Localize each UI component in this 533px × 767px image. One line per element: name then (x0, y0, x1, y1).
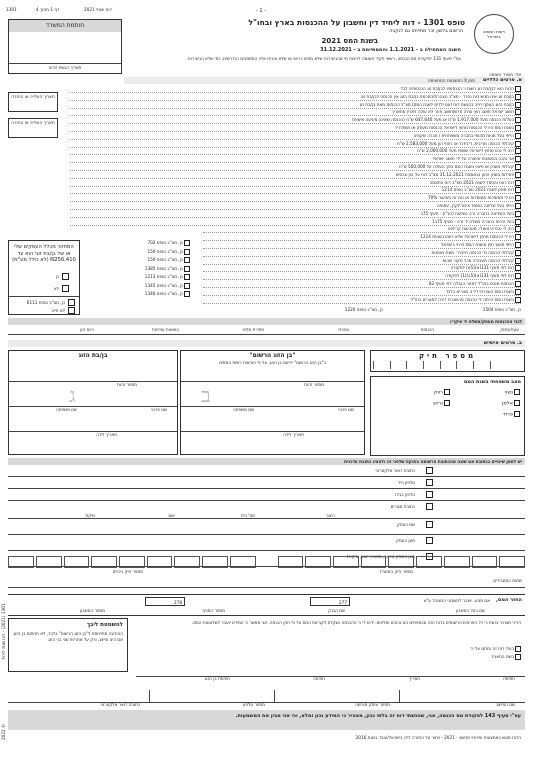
marital-status-box (370, 376, 525, 456)
section-a-checkbox[interactable] (515, 258, 521, 264)
reg-first-name-label: שם פרטי (338, 407, 354, 412)
agent-field-label: מספר טלפון (243, 702, 265, 707)
section-a-checkbox[interactable] (515, 297, 521, 303)
attention-title: להשמטת ליבך (86, 622, 123, 628)
section-a-line-text: הייתי תושב חוץ ובשנת המס הייתי בישראל (440, 242, 514, 247)
business-column-label: רווח הון (80, 327, 94, 332)
marital-checkbox[interactable] (444, 400, 450, 406)
legal-note: עפ"י סעיף 131 לפקודת מס הכנסה, רשאי פקיד השומה לראות מי שהגיש דוח שלא מולא כראוי או שלא צורפו אליו המסמכים הנדרשים, כמי שלא הגיש דוח. (186, 56, 461, 61)
section-a-checkbox[interactable] (515, 242, 521, 248)
section-a-line (70, 195, 521, 202)
address-row-label: מען העסק (396, 538, 415, 543)
address-row[interactable] (8, 478, 525, 489)
stamp-label: חותמת המשרד (9, 20, 121, 32)
section-a-line (70, 141, 521, 148)
section-a-line-text: היו לי הכנסות מחוץ לישראל שלא דווחו בטופס 1214 (420, 234, 514, 240)
turnover-question: המחזור מכלל העסקים שלי או של בן/בת זוגי הוא עד ₪256,410 (לא כולל מע"מ) (12, 244, 76, 263)
section-a-line-text: בעל/ת הכנסה מעל 1,917,000 ש"ח או מעל 647,640 ש"ח (הכנסה שאינה מיגיעה אישית) (352, 117, 514, 123)
section-a-line (203, 242, 521, 249)
marital-option-label: אלמן (502, 400, 513, 407)
signature-label: חתימה (502, 676, 515, 681)
tax-period: השנה המתחילה ב - 1.1.2021 והמסתיימת ב - 31.12.2021 (320, 47, 461, 53)
section-a-line-text: קיבלתי הכנסה מעבודה מכל מקור שהוא (442, 257, 514, 263)
section-a-line (70, 117, 521, 124)
section-a-line-text: בן/בת הזוג הנוסף חייב בהגשת דוח (עם ילדים לשנת המס) מצ"ב הכנסות מאת בן/בת זוג (359, 101, 514, 107)
reg-birth-date-label: תאריך לידה (283, 432, 304, 437)
section-a-checkbox[interactable] (515, 117, 521, 123)
authority-logo (474, 14, 514, 54)
signature-label: חתימה (312, 676, 325, 681)
spouse-id-label: מספר זהות (117, 382, 137, 387)
section-a-line-text: בן/בת זוג אינו מגיש דוח נפרד - מצ"ב הצהרת/הסכמת בן/בת הזוג אין הכנסה לבן/בת זוג (360, 93, 514, 99)
address-row[interactable] (8, 466, 525, 477)
section-a-checkbox[interactable] (515, 289, 521, 295)
section-a-line (70, 102, 521, 109)
section-a-checkbox[interactable] (515, 195, 521, 201)
note-1220: כן, מצ"ב טופס 1220 (344, 307, 383, 312)
file-number-cell[interactable] (506, 361, 522, 369)
account-label: מספר החשבון (79, 608, 105, 613)
business-column-label: הוצאות עודפות (152, 327, 179, 332)
attached-form-label: כן, מצ"ב טופס 150 (147, 257, 183, 262)
reg-last-name-label: שם משפחה (233, 407, 254, 412)
declaration-cb1[interactable] (515, 646, 521, 652)
section-a-checkbox[interactable] (515, 109, 521, 115)
section-a-line (203, 226, 521, 233)
section-a-checkbox[interactable] (515, 273, 521, 279)
signature-label: תאריך (408, 676, 420, 681)
marital-option (434, 389, 450, 396)
agent-field-label: כתובת דואר אלקטרוני (100, 702, 140, 707)
marital-option-label: נשוי (504, 389, 513, 396)
section-a-line (203, 250, 521, 257)
file-number-cell[interactable] (456, 361, 473, 369)
attention-box (8, 618, 128, 672)
address-row[interactable] (8, 490, 525, 501)
attached-form-label: כן, מצ"ב טופס 1385 (144, 265, 183, 271)
marital-option-label: פרוד (502, 411, 513, 418)
page-number: - 1 - (256, 8, 266, 14)
section-a-line (203, 234, 521, 241)
business-column-label: ספירת מלאי (242, 327, 264, 332)
page-of: דף 1 מתוך 4 (36, 7, 60, 12)
address-row-label: טלפון נייד (397, 480, 415, 485)
digit-cell[interactable] (416, 556, 442, 568)
section-b-header (8, 340, 525, 347)
form-code: 1301 (6, 7, 17, 12)
file-number-cells[interactable] (373, 361, 522, 369)
section-a-line-text: קיבלתי הכנסה מ״הכנסה חייבת״ מאת נאמנות (431, 249, 514, 255)
section-a-checkbox[interactable] (515, 226, 521, 232)
marital-checkbox[interactable] (514, 411, 520, 417)
copyright: © 2022 (1, 723, 6, 740)
form-title: טופס 1301 - דוח ליחיד דין וחשבון על ההכנסות בארץ ובחו"ל (248, 18, 465, 27)
withholding-file-cells[interactable] (8, 556, 525, 568)
section-a-checkbox[interactable] (515, 265, 521, 271)
section-a-checkbox[interactable] (515, 125, 521, 131)
section-a-line (203, 273, 521, 280)
account-owner-label: שם בעל החשבון (456, 608, 485, 613)
section-a-body (8, 84, 525, 320)
spouse-box (8, 350, 178, 455)
year-field: דוח שנתי 2021 (84, 7, 112, 12)
section-a-line-text: קיבלתי הכנסה מריבית, דיבידנד או רווחי הון מעל 2,583,000 ש"ח (397, 140, 514, 146)
turnover-no-label: לא (53, 286, 59, 291)
digit-cell[interactable] (36, 556, 62, 568)
file-number-cell[interactable] (390, 361, 407, 369)
not-required-label: לא חייב (51, 308, 65, 313)
address-row-label: מען העסק (רחוב, מספר, ישוב, מיקוד) (346, 554, 415, 559)
file-number-cell[interactable] (373, 361, 390, 369)
agent-divider (149, 690, 150, 702)
digit-cell[interactable] (202, 556, 228, 568)
attached-form-item (147, 240, 190, 246)
marital-option-label: גרוש (433, 400, 443, 407)
section-a-checkbox[interactable] (515, 187, 521, 193)
branch-label: מספר הסניף (202, 608, 225, 613)
section-a-line (70, 86, 521, 93)
section-a-line (203, 258, 521, 265)
digit-cell[interactable] (499, 556, 525, 568)
attached-form-checkbox[interactable] (184, 266, 190, 272)
section-a-line-text: היה לי נכס מחוץ לישראל ששוויו מעל 2,000,000 ש"ח (417, 148, 514, 154)
attention-text: ההודעה מתייחסת ל"בן הזוג הרשום" בלבד, לא תחתום בן הזוג אם הינו מייצג, ורק על אחריות שני בני הזוג (13, 631, 123, 642)
section-a-checkbox[interactable] (515, 234, 521, 240)
attached-form-checkbox[interactable] (184, 274, 190, 280)
bank-number-value: 277 (339, 599, 347, 605)
declaration-cb2-row (491, 654, 521, 660)
spouse-first-name-label: שם פרטי (151, 407, 167, 412)
marital-option (503, 411, 520, 418)
address-row-checkbox[interactable] (426, 503, 433, 510)
address-row-label: שם העסק (396, 522, 415, 527)
attached-form-label: כן, מצ"ב טופס 1345 (144, 282, 183, 288)
bank-name-label: שם הבנק (328, 608, 345, 613)
file-number-cell[interactable] (473, 361, 490, 369)
digit-cell[interactable] (91, 556, 117, 568)
section-a-line-text: בשנת המס היו לי הכנסות מחוץ לישראל הכנסות מעסק או משלח יד (394, 125, 514, 130)
digit-cell[interactable] (119, 556, 145, 568)
address-row-checkbox[interactable] (426, 467, 433, 474)
declaration-cb1-row (470, 646, 521, 652)
agent-field-label: מספר עוסק מורשה (355, 702, 390, 707)
employers-list-row[interactable] (8, 575, 525, 588)
address-row-checkbox[interactable] (426, 537, 433, 544)
section-a-line-text: הייתי בעל שליטה במוסד ציבורי/קרן, עמותה (436, 203, 514, 208)
digit-cell[interactable] (472, 556, 498, 568)
address-row[interactable] (8, 536, 525, 551)
gender-note: הרשום בלשון זכר מתייחס גם לנקבה (389, 29, 463, 34)
digit-cell[interactable] (8, 556, 34, 568)
section-a-line (70, 172, 521, 179)
digit-cell[interactable] (444, 556, 470, 568)
section-a-line-text: דוח לפי סעיף 131(א)(5א) לפקודה (450, 265, 514, 271)
attached-form-label: כן, מצ"ב טופס 1213 (144, 274, 183, 279)
section-a-checkbox[interactable] (515, 164, 521, 170)
file-number-cell[interactable] (440, 361, 457, 369)
agent-divider (274, 690, 275, 702)
attached-form-label: כן, מצ"ב טופס 1346 (144, 291, 183, 296)
digit-cell[interactable] (230, 556, 256, 568)
note-1504: כן, מצ"ב טופס 1504 (482, 307, 521, 312)
address-row-checkbox[interactable] (426, 479, 433, 486)
address-sub-label: רחוב (326, 513, 335, 518)
withholding-file-label: מספר תיק ניכויים (112, 569, 143, 574)
return-date-label: תאריך העלייה או החזרה (11, 120, 55, 125)
section-a-line-text: קיבלתי מענק או פיצוי בשנת המס בסך העולה על 500,000 ש"ח (399, 164, 514, 169)
file-number-cell[interactable] (490, 361, 507, 369)
marital-option (433, 400, 450, 407)
marital-option (505, 389, 520, 396)
registered-spouse-note: ב"בן הזוג הרשום" יירשם בן הזוג, על פי הוראות רשות המסים (219, 360, 326, 365)
section-a-subtitle: סמן X במשבצת המתאימה (427, 78, 475, 83)
attached-form-label: כן, מצ"ב טופס 702 (147, 240, 183, 245)
section-a-line (70, 125, 521, 132)
digit-cell[interactable] (64, 556, 90, 568)
section-a-line-text: אני נהנה בנאמנות שיוצרה על ידי תושב ישראל (432, 156, 514, 162)
section-a-checkbox[interactable] (515, 203, 521, 209)
registered-spouse-box (180, 350, 365, 455)
section-a-line-text: הייתי בעל מניות מהותי בחברה משפחתית / חברה שקופה (413, 132, 514, 138)
section-a-checkbox[interactable] (515, 219, 521, 225)
section-a-line-text: היו לי ממשיכות ממוסדות או חברות בשיעור 70% (428, 195, 514, 201)
business-columns (8, 325, 525, 335)
attached-form-checkbox[interactable] (184, 240, 190, 246)
section-a-line-text: תושב ישראל תושב חוץ עולה חדש/תושב חוזר לא עולה לארץ מתאריך (391, 109, 514, 115)
section-a-line-text: הכנסות מנכס בחו"ל לאחר הגבלה לפי סעיף 82 (428, 281, 514, 286)
attached-form-label: כן, מצ"ב טופס 150 (147, 248, 183, 254)
section-a-checkbox[interactable] (515, 133, 521, 139)
immigration-date-box[interactable] (8, 92, 58, 112)
turnover-box (8, 240, 80, 315)
business-column-label: אחרת (338, 327, 349, 332)
marital-option-label: רווק (433, 389, 443, 396)
section-a-line (70, 164, 521, 171)
marital-option (502, 400, 520, 407)
spouse-birth-date-label: תאריך לידה (96, 432, 117, 437)
form6111-checkbox[interactable] (68, 299, 75, 306)
digit-cell[interactable] (174, 556, 200, 568)
digit-cell[interactable] (333, 556, 359, 568)
refund-row (8, 594, 525, 616)
office-label: אל: משרד השומה (488, 72, 521, 77)
footer-small: הדוח מוגש באמצעות שירותי מחשב - 2021 - ויתור על החזרה לידו בישראל/עובד בשנת 2016 (355, 735, 521, 740)
refund-label: החזר המס, (496, 598, 522, 603)
section-a-line-text: פעילות בשוק ההון בנאמנות 31.12.2021 מצ"ב דוח על הון ונכסים (395, 171, 514, 177)
attached-form-item (145, 274, 190, 280)
registered-spouse-title: "בן הזוג הרשום" (249, 352, 296, 359)
attached-form-checkbox[interactable] (184, 257, 190, 263)
section-a-checkbox[interactable] (515, 86, 521, 92)
address-row-checkbox[interactable] (426, 491, 433, 498)
section-a-line (70, 156, 521, 163)
marital-checkbox[interactable] (514, 400, 520, 406)
office-stamp-box (8, 19, 122, 74)
reg-id-label: מספר זהות (304, 382, 324, 387)
agent-row (8, 690, 525, 707)
attached-form-checkbox[interactable] (184, 249, 190, 255)
section-a-checkbox[interactable] (515, 102, 521, 108)
footer-note-box (8, 710, 525, 730)
spouse-last-name-label: שם משפחה (56, 407, 77, 412)
employers-list-label: שמות המעבידים (493, 578, 522, 583)
attached-form-checkbox[interactable] (184, 291, 190, 297)
form6111-label: כן, מצ"ב טופס 6111 (26, 300, 65, 305)
business-income-row (8, 318, 525, 325)
file-number-cell[interactable] (406, 361, 423, 369)
signature-row (136, 664, 525, 681)
attached-form-item (147, 257, 190, 263)
section-a-header (124, 77, 525, 84)
declaration-cb1-label: בעלי דוח זה נחתם על ידי (469, 646, 514, 651)
address-sub-label: מס' בית (240, 513, 255, 518)
section-a-line-text: דוח מאזן לשנת 2021 מצ"ב טופס 1214 (441, 187, 514, 193)
section-a-line (70, 211, 521, 218)
attached-form-item (147, 249, 190, 255)
section-a-line-text: דוח לפי סעיף 131(א)(5ב)(1) לפקודה (445, 273, 514, 279)
branch-number-value: 278 (174, 599, 182, 605)
section-a-checkbox[interactable] (515, 148, 521, 154)
address-row[interactable] (8, 520, 525, 535)
turnover-no-checkbox[interactable] (62, 285, 69, 292)
section-a-line (70, 109, 521, 116)
not-required-checkbox[interactable] (68, 307, 75, 314)
address-sub-label: מיקוד (84, 513, 95, 518)
section-a-line-text: היה לי נכס וירטואלי, מטבעות קריפטו (448, 226, 514, 232)
tax-year-title: בשנת המס 2021 (321, 37, 378, 45)
declaration-text: הריני מצהיר בזאת כי כל הפרטים הרשומים בדוח הזה ובנספחים הם נכונים ומלאים. ידוע לי כי ההכנסה נשקלת לקביעת המס על פי חוק הכנסה. אני מאשר כי המידע יועבר לשלטונות המס. (191, 620, 521, 625)
receipt-date-label: תאריך הגשת הדוח (48, 65, 82, 70)
section-a-checkbox[interactable] (515, 172, 521, 178)
digit-cell[interactable] (388, 556, 414, 568)
section-b-title: ב. פרטים אישיים (483, 341, 522, 346)
changes-note: יש לסמן שינויים בכתובת אם שונה מהכתובת הרשומה בפנקס שלפני זה ולהציג כתובת עדכנית (344, 459, 522, 464)
section-a-line (70, 180, 521, 187)
agent-field-label: שם המייצג (496, 702, 515, 707)
section-a-line (203, 297, 521, 304)
declaration-cb2-label: בשם התאגיד (491, 654, 514, 659)
refund-text: אם מגיע, יועבר לחשבוני המנוהל ע"ש (423, 598, 490, 603)
return-date-box[interactable] (8, 118, 58, 138)
section-a-line (70, 219, 521, 226)
declaration-cb2[interactable] (515, 654, 521, 660)
file-number-label: מספר תיק (418, 352, 477, 360)
marital-checkbox[interactable] (444, 389, 450, 395)
turnover-yes-label: כן (55, 274, 59, 279)
marital-checkbox[interactable] (514, 389, 520, 395)
address-row-label: כתובת דואר אלקטרוני (375, 468, 415, 473)
address-row[interactable] (8, 502, 525, 519)
address-sub-label: ישוב (167, 513, 175, 518)
attached-form-item (145, 291, 190, 297)
section-a-checkbox[interactable] (515, 94, 521, 100)
employer-file-label: מספר תיק המעביד (379, 569, 413, 574)
section-a-line (70, 203, 521, 210)
business-income-label: לגבי ההכנסות מעסק/משלח יד עיקרי: (449, 319, 522, 324)
section-a-checkbox[interactable] (515, 156, 521, 162)
bank-number-field[interactable] (310, 597, 350, 606)
address-row-label: טלפון בבית (395, 492, 415, 497)
address-row-label: כתובת מגורים (390, 504, 415, 509)
footer-note: עפ"י סעיף 143 לפקודת מס הכנסה, אני, שהגשתי דוח זה בלתי נכון, מצהיר כי המידע נכון ומלא, וכי אני מבין את המשמעות. (235, 713, 521, 719)
section-a-line (70, 94, 521, 101)
file-number-cell[interactable] (423, 361, 440, 369)
signature-label: חתימת בן הזוג (204, 676, 230, 681)
section-a-line (70, 187, 521, 194)
business-column-label: הכנסות (420, 327, 434, 332)
changes-note-bar (8, 458, 525, 465)
section-a-line-text: בעל השליטה בחברה זרה נשלטת (חנ"ז) - סעיף 75ב (420, 210, 514, 216)
section-a-checkbox[interactable] (515, 281, 521, 287)
authority-name: רשות המסים בישראל (483, 29, 505, 39)
turnover-yes-checkbox[interactable] (62, 273, 69, 280)
vertical-side-text: 1301 (2021) - דוח שנתי ליחיד (1, 603, 6, 660)
section-a-line-text: בעל זכויות בחברה משלח יד זרה - סעיף 75ב1 (432, 218, 514, 224)
agent-divider (399, 690, 400, 702)
reg-letter-b: ב (201, 383, 211, 407)
immigration-date-label: תאריך העלייה או החזרה (11, 94, 55, 99)
section-a-line-text: הדוח הוא לבן/בת זוג רשום ו: הכנסותיו לבן/בת זוג הכנסותיה לבד (400, 86, 514, 91)
section-a-checkbox[interactable] (515, 180, 521, 186)
section-a-title: א. פרטים כלליים (483, 78, 522, 83)
section-a-line-text: בשנת המס הייתה לי הכנסה מהשכרת דירה למגורים בחו"ל (410, 296, 514, 302)
digit-cell[interactable] (147, 556, 173, 568)
attached-form-item (145, 266, 190, 272)
section-a-line (70, 148, 521, 155)
spouse-title: בן/בת הזוג (78, 352, 108, 359)
attached-form-checkbox[interactable] (184, 283, 190, 289)
section-a-checkbox[interactable] (515, 141, 521, 147)
marital-status-title: מצב משפחתי בשנת המס (463, 379, 521, 385)
address-row-checkbox[interactable] (426, 521, 433, 528)
business-column-label: ענף/עיסוק (500, 327, 519, 332)
digit-cell[interactable] (361, 556, 387, 568)
section-a-checkbox[interactable] (515, 211, 521, 217)
section-a-line (203, 289, 521, 296)
section-a-line-text: בשנת המס השכרתי דירה מגורים בלבד (445, 288, 514, 294)
attached-form-item (145, 283, 190, 289)
section-a-line-text: דוח רווח והפסד לשנת 2021 מצ"ב דוח התאמה (429, 179, 514, 185)
digit-cell[interactable] (278, 556, 304, 568)
file-number-box[interactable] (370, 350, 525, 372)
section-a-line (203, 281, 521, 288)
section-a-line (203, 265, 521, 272)
spouse-letter: ג (69, 383, 76, 407)
section-a-line (70, 133, 521, 140)
section-a-checkbox[interactable] (515, 250, 521, 256)
branch-number-field[interactable] (145, 597, 185, 606)
digit-cell[interactable] (305, 556, 331, 568)
